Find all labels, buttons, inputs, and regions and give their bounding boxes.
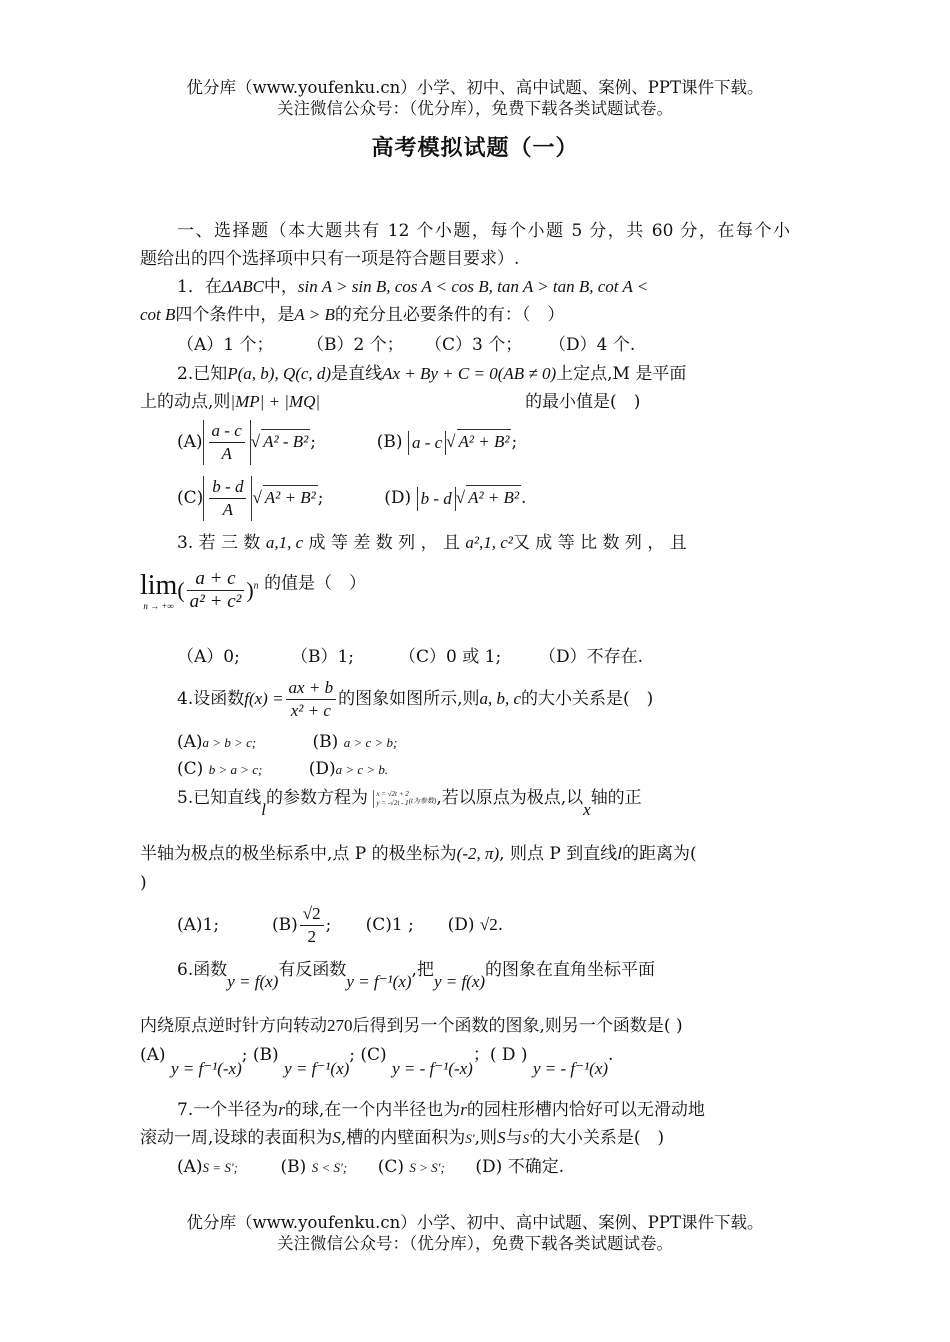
section-intro-line-2: 题给出的四个选择项中只有一项是符合题目要求）. [140, 249, 520, 269]
question-5-line-1: 5.已知直线l的参数方程为 x = √2t + 2 y = -√2t - 1 (t为参数),若以原点为极点,以x轴的正 [177, 788, 642, 819]
page-footer [0, 1212, 950, 1254]
header-line-1: 优分库（www.youfenku.cn）小学、初中、高中试题、案例、PPT课件下载。 [186, 78, 764, 97]
footer-line-2: 关注微信公众号：（优分库），免费下载各类试题试卷。 [277, 1234, 673, 1253]
question-1-options [177, 333, 790, 357]
option-c: （C）3 个； [425, 335, 523, 355]
option-d: （D）不存在. [539, 647, 644, 667]
question-6-options: (A) y = f⁻¹(-x); (B) y = f⁻¹(x); (C) y = - f⁻¹(-x)；( D ) y = - f⁻¹(x). [140, 1045, 614, 1078]
question-5-options: (A)1; (B) $\frac{√2}{2}$ ; (C)1 ; (D) √2. [177, 904, 504, 946]
footer-line-1: 优分库（www.youfenku.cn）小学、初中、高中试题、案例、PPT课件下载。 [186, 1213, 764, 1232]
option-d: （D）4 个. [549, 335, 636, 355]
question-1-line-1: 1．在ΔABC中，sin A > sin B, cos A < cos B, tan A > tan B, cot A < [177, 277, 649, 297]
question-4-options-cd: (C) b > a > c; (D)a > c > b. [177, 759, 389, 779]
option-b: （B）2 个； [307, 335, 404, 355]
question-5-line-3: ) [140, 873, 147, 893]
question-3-limit: lim n → +∞ ( $\frac{a + c}{\text{a² + c²}}$ )$^n$ 的值是（ ） [140, 568, 367, 612]
question-7-line-2: 滚动一周,设球的表面积为S,槽的内壁面积为S′,则S与S′的大小关系是( ) [140, 1128, 665, 1148]
question-3-options [177, 645, 790, 669]
page-title: 高考模拟试题（一） [371, 136, 579, 161]
question-2-options-cd: (C) $\frac{b - d}{A}$ √ A² + B² ; (D) b - d √ A² + B² . [177, 477, 527, 519]
question-2-options-ab: (A) $\frac{a - c}{A}$ √ A² - B² ; (B) a - c √ A² + B² ; [177, 421, 518, 463]
question-5-line-2: 半轴为极点的极坐标系中,点 P 的极坐标为(-2, π), 则点 P 到直线l的距离为( [140, 844, 697, 864]
question-2-line-2: 上的动点,则|MP| + |MQ| 的最小值是( ) [140, 392, 641, 412]
question-7-line-1: 7.一个半径为r的球,在一个内半径也为r的园柱形槽内恰好可以无滑动地 [177, 1100, 705, 1120]
question-7-options: (A)S = S′; (B) S < S′; (C) S > S′; (D) 不确定. [177, 1157, 565, 1177]
option-a: （A）0; [177, 647, 240, 667]
page-header [0, 77, 950, 119]
question-4-options-ab: (A)a > b > c; (B) a > c > b; [177, 732, 398, 752]
header-line-2: 关注微信公众号：（优分库），免费下载各类试题试卷。 [277, 99, 673, 118]
question-6-line-2: 内绕原点逆时针方向转动270后得到另一个函数的图象,则另一个函数是( ) [140, 1016, 683, 1036]
question-1-line-2: cot B四个条件中，是A > B的充分且必要条件的有：（ ） [140, 305, 565, 325]
question-4-line-1: 4.设函数f(x) = $\frac{ax + b}{\text{x² + c}}$ 的图象如图所示,则a, b, c的大小关系是( ) [177, 678, 654, 720]
question-3-line-1: 3. 若 三 数 a,1, c 成 等 差 数 列 ， 且 a²,1, c²又 成 等 比 数 列 ， 且 [177, 533, 687, 553]
option-c: （C）0 或 1; [399, 647, 502, 667]
section-intro-line-1: 一、选择题（本大题共有 12 个小题，每个小题 5 分，共 60 分，在每个小 [177, 221, 790, 241]
question-6-line-1: 6.函数y = f(x)有反函数y = f⁻¹(x),把y = f(x)的图象在直角坐标平面 [177, 960, 656, 991]
option-b: （B）1; [291, 647, 355, 667]
question-2-line-1: 2.已知P(a, b), Q(c, d)是直线Ax + By + C = 0(AB ≠ 0)上定点,M 是平面 [177, 364, 687, 384]
option-a: （A）1 个； [177, 335, 274, 355]
